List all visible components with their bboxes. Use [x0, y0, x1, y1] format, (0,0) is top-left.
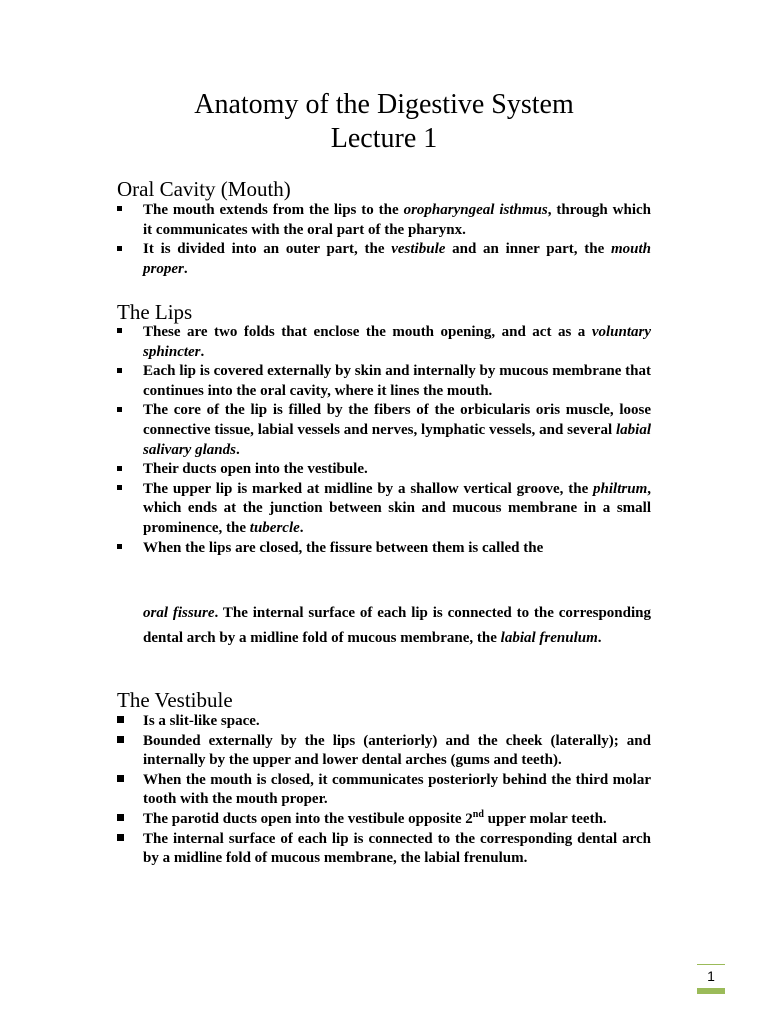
bullet-icon	[117, 732, 124, 752]
vestibule-list	[117, 712, 651, 869]
page-number-top-rule	[697, 964, 725, 965]
list-item: Each lip is covered externally by skin and internally by mucous membrane that continues into the oral cavity, where it lines the mouth.	[117, 362, 651, 401]
bullet-icon	[117, 201, 122, 221]
bullet-icon	[117, 323, 122, 343]
list-item: Their ducts open into the vestibule.	[117, 460, 651, 480]
list-item: The parotid ducts open into the vestibule opposite 2nd upper molar teeth.	[117, 810, 651, 830]
list-item: The internal surface of each lip is connected to the corresponding dental arch by a midline fold of mucous membrane, the labial frenulum.	[117, 830, 651, 869]
bullet-icon	[117, 460, 122, 480]
page-number-accent-bar	[697, 988, 725, 994]
list-item: These are two folds that enclose the mouth opening, and act as a voluntary sphincter.	[117, 323, 651, 362]
bullet-icon	[117, 362, 122, 382]
oral-cavity-list	[117, 201, 651, 279]
list-item: It is divided into an outer part, the vestibule and an inner part, the mouth proper.	[117, 240, 651, 279]
bullet-icon	[117, 771, 124, 791]
section-heading-lips: The Lips	[117, 300, 193, 324]
lecture-subtitle: Lecture 1	[330, 123, 438, 154]
list-item: Is a slit-like space.	[117, 712, 651, 732]
list-item: When the mouth is closed, it communicates posteriorly behind the third molar tooth with the mouth proper.	[117, 771, 651, 810]
bullet-icon	[117, 401, 122, 421]
page-number: 1	[707, 968, 715, 984]
section-heading-oral-cavity: Oral Cavity (Mouth)	[117, 177, 291, 201]
document-title: Anatomy of the Digestive System	[194, 89, 574, 120]
section-heading-vestibule: The Vestibule	[117, 688, 233, 712]
list-item: When the lips are closed, the fissure between them is called the	[117, 539, 651, 559]
list-item: Bounded externally by the lips (anteriorly) and the cheek (laterally); and internally by the upper and lower dental arches (gums and teeth).	[117, 732, 651, 771]
bullet-icon	[117, 480, 122, 500]
bullet-icon	[117, 810, 124, 830]
bullet-icon	[117, 240, 122, 260]
bullet-icon	[117, 539, 122, 559]
page-number-box	[697, 964, 725, 994]
lips-continuation-paragraph: oral fissure. The internal surface of each lip is connected to the corresponding dental arch by a midline fold of mucous membrane, the labial frenulum.	[143, 605, 651, 646]
list-item: The mouth extends from the lips to the oropharyngeal isthmus, through which it communicates with the oral part of the pharynx.	[117, 201, 651, 240]
lips-list	[117, 323, 651, 558]
bullet-icon	[117, 830, 124, 850]
bullet-icon	[117, 712, 124, 732]
list-item: The upper lip is marked at midline by a shallow vertical groove, the philtrum, which ends at the junction between skin and mucous membrane in a small prominence, the tubercle.	[117, 480, 651, 539]
list-item: The core of the lip is filled by the fibers of the orbicularis oris muscle, loose connective tissue, labial vessels and nerves, lymphatic vessels, and several labial salivary glands.	[117, 401, 651, 460]
